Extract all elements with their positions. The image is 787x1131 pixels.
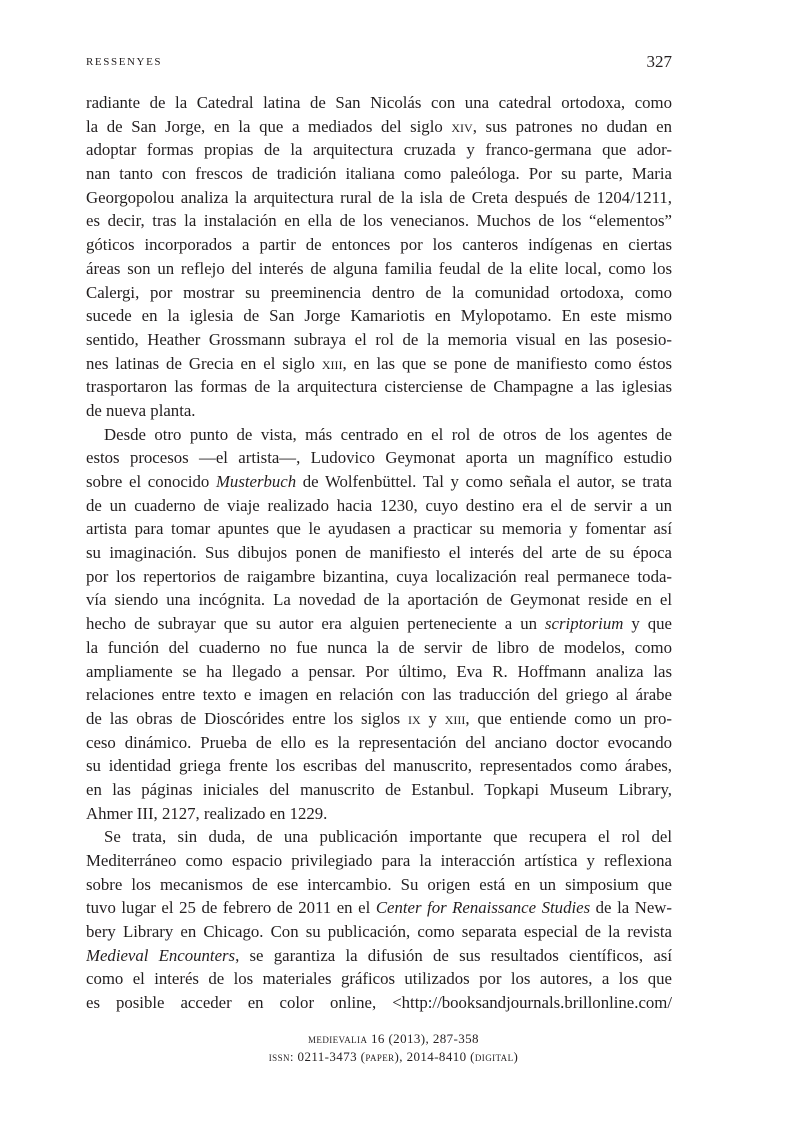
text-line: ceso dinámico. Prueba de ello es la representación del anciano doctor evocando bbox=[86, 732, 672, 752]
text-line: Mediterráneo como espacio privilegiado para la interacción artística y reflexiona bbox=[86, 851, 672, 870]
text-line: sobre el conocido Musterbuch de Wolfenbüttel. Tal y como señala el autor, se trata bbox=[86, 472, 672, 491]
text-line: Georgopolou analiza la arquitectura rural de la isla de Creta después de 1204/1211, bbox=[86, 187, 672, 207]
journal-footer bbox=[0, 1030, 787, 1066]
running-head bbox=[86, 52, 672, 72]
text-line: sentido, Heather Grossmann subraya el rol de la memoria visual en las posesio- bbox=[86, 329, 672, 349]
text-line: la función del cuaderno no fue nunca la de servir de libro de modelos, como bbox=[86, 637, 672, 657]
text-line: nes latinas de Grecia en el siglo xiii, en las que se pone de manifiesto como éstos bbox=[86, 353, 672, 373]
text-line: vía siendo una incógnita. La novedad de la aportación de Geymonat reside en el bbox=[86, 590, 672, 610]
text-line: de nueva planta. bbox=[86, 400, 196, 420]
text-line: Desde otro punto de vista, más centrado en el rol de otros de los agentes de bbox=[104, 424, 672, 444]
page-number: 327 bbox=[646, 52, 672, 71]
text-line: hecho de subrayar que su autor era alguien perteneciente a un scriptorium y que bbox=[86, 614, 672, 634]
journal-issn: issn: 0211-3473 (paper), 2014-8410 (digital) bbox=[268, 1049, 519, 1064]
text-line: góticos incorporados a partir de entonces por los canteros indígenas en ciertas bbox=[86, 235, 672, 255]
section-title: RESSENYES bbox=[86, 56, 163, 68]
text-line: de un cuaderno de viaje realizado hacia 1230, cuyo destino era el de servir a un bbox=[86, 495, 672, 515]
text-line: adoptar formas propias de la arquitectura cruzada y franco-germana que ador- bbox=[86, 140, 672, 160]
text-line: nan tanto con frescos de tradición italiana como paleóloga. Por su parte, Maria bbox=[86, 164, 672, 184]
text-line: como el interés de los materiales gráficos utilizados por los autores, a los que bbox=[86, 969, 672, 989]
text-line: Se trata, sin duda, de una publicación importante que recupera el rol del bbox=[104, 827, 672, 847]
text-line: de las obras de Dioscórides entre los siglos ix y xiii, que entiende como un pro- bbox=[86, 708, 672, 728]
text-line: en las páginas iniciales del manuscrito de Estanbul. Topkapi Museum Library, bbox=[86, 779, 672, 799]
body-text bbox=[86, 91, 672, 1015]
text-line: estos procesos —el artista—, Ludovico Geymonat aporta un magnífico estudio bbox=[86, 448, 672, 468]
text-line: es posible acceder en color online, <http://booksandjournals.brillonline.com/ bbox=[86, 993, 672, 1013]
text-line: radiante de la Catedral latina de San Nicolás con una catedral ortodoxa, como bbox=[86, 93, 672, 112]
text-line: es decir, tras la instalación en ella de los venecianos. Muchos de los “elementos” bbox=[86, 211, 672, 231]
text-line: áreas son un reflejo del interés de alguna familia feudal de la elite local, como los bbox=[86, 258, 672, 278]
journal-citation: medievalia 16 (2013), 287-358 bbox=[308, 1031, 479, 1046]
text-line: relaciones entre texto e imagen en relación con las traducción del griego al árabe bbox=[86, 685, 672, 705]
text-line: trasportaron las formas de la arquitectura cisterciense de Champagne a las iglesias bbox=[86, 377, 672, 397]
text-line: Medieval Encounters, se garantiza la difusión de sus resultados científicos, así bbox=[86, 945, 672, 965]
text-line: ampliamente se ha llegado a pensar. Por último, Eva R. Hoffmann analiza las bbox=[86, 661, 672, 681]
text-line: su identidad griega frente los escribas del manuscrito, representados como árabes, bbox=[86, 756, 672, 776]
text-line: tuvo lugar el 25 de febrero de 2011 en el Center for Renaissance Studies de la New- bbox=[86, 898, 672, 918]
text-line: Ahmer III, 2127, realizado en 1229. bbox=[86, 803, 328, 823]
text-line: artista para tomar apuntes que le ayudasen a practicar su memoria y fomentar así bbox=[86, 519, 672, 539]
text-line: sucede en la iglesia de San Jorge Kamariotis en Mylopotamo. En este mismo bbox=[86, 306, 672, 326]
text-line: sobre los mecanismos de ese intercambio. Su origen está en un simposium que bbox=[86, 874, 672, 894]
text-line: la de San Jorge, en la que a mediados del siglo xiv, sus patrones no dudan en bbox=[86, 116, 672, 136]
text-line: por los repertorios de raigambre bizantina, cuya localización real permanece toda- bbox=[86, 566, 672, 586]
text-line: Calergi, por mostrar su preeminencia dentro de la comunidad ortodoxa, como bbox=[86, 282, 672, 302]
text-line: bery Library en Chicago. Con su publicación, como separata especial de la revista bbox=[86, 922, 672, 942]
text-line: su imaginación. Sus dibujos ponen de manifiesto el interés del arte de su época bbox=[86, 543, 672, 563]
